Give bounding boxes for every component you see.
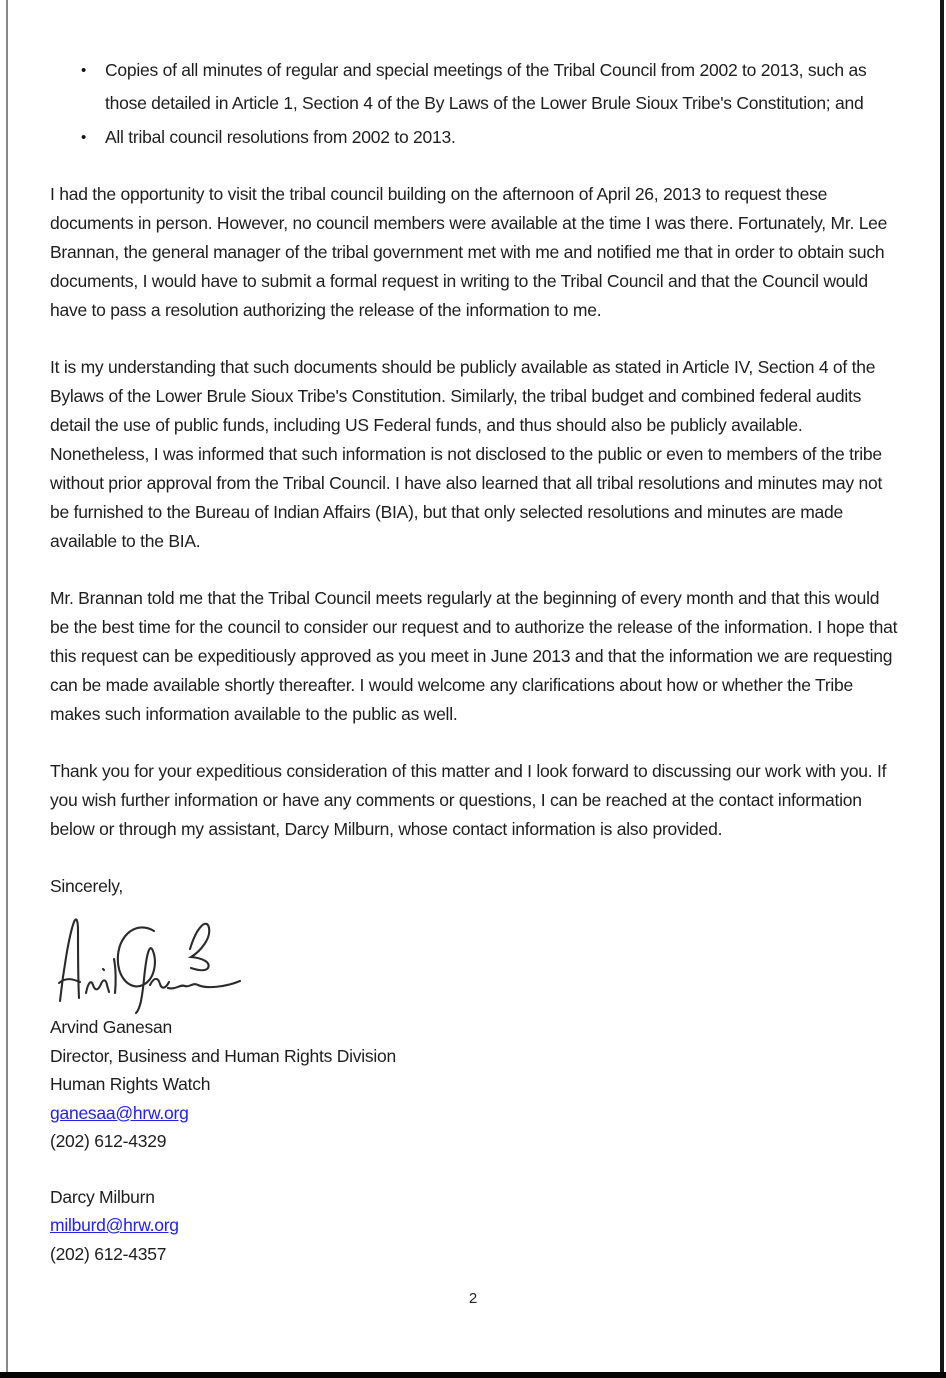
assistant-email-link[interactable]: milburd@hrw.org [50,1215,179,1235]
body-paragraph: It is my understanding that such documents should be publicly available as stated in Article IV, Section 4 of the Bylaws of the Lower Brule Sioux Tribe's Constitution. Similarly, the tribal budget and combined federal audits detail the use of public funds, including US Federal funds, and thus should also be publicly available. Nonetheless, I was informed that such information is not disclosed to the public or even to members of the tribe without prior approval from the Tribal Council. I have also learned that all tribal resolutions and minutes may not be furnished to the Bureau of Indian Affairs (BIA), but that only selected resolutions and minutes are made available to the BIA. [50,357,883,551]
closing-salutation: Sincerely, [50,876,124,896]
letter-body [50,54,898,1268]
signature-image [50,901,898,1013]
sender-organization: Human Rights Watch [50,1074,211,1094]
sender-phone: (202) 612-4329 [50,1131,167,1151]
spacer [50,1156,898,1183]
scan-edge-left-line [6,0,8,1378]
body-paragraph: I had the opportunity to visit the tribal council building on the afternoon of April 26, 2013 to request these documents in person. However, no council members were available at the time I was there. Fortunately, Mr. Lee Brannan, the general manager of the tribal government met with me and notified me that in order to obtain such documents, I would have to submit a formal request in writing to the Tribal Council and that the Council would have to pass a resolution authorizing the release of the information to me. [50,184,888,320]
sender-contact-block [50,1013,898,1156]
sender-email-link[interactable]: ganesaa@hrw.org [50,1102,189,1123]
handwritten-signature-icon [50,907,250,1015]
sender-title: Director, Business and Human Rights Division [50,1045,396,1066]
assistant-contact-block [50,1183,898,1269]
body-paragraph: Thank you for your expeditious consideration of this matter and I look forward to discussing our work with you. If you wish further information or have any comments or questions, I can be reached at the contact information below or through my assistant, Darcy Milburn, whose contact information is also provided. [50,761,887,839]
page-number: 2 [468,1290,478,1307]
sender-name: Arvind Ganesan [50,1017,172,1037]
body-paragraph: Mr. Brannan told me that the Tribal Council meets regularly at the beginning of every month and that this would be the best time for the council to consider our request and to authorize the release of the information. I hope that this request can be expeditiously approved as you meet in June 2013 and that the information we are requesting can be made available shortly thereafter. I would welcome any clarifications about how or whether the Tribe makes such information available to the public as well. [50,588,898,724]
document-request-list [50,54,898,154]
list-item: • Copies of all minutes of regular and special meetings of the Tribal Council from 2002 to 2013, such as those detailed in Article 1, Section 4 of the By Laws of the Lower Brule Sioux Tribe's Constitution; and [105,54,898,120]
list-item: • All tribal council resolutions from 2002 to 2013. [105,121,898,154]
scan-edge-bottom-line [0,1372,946,1378]
assistant-name: Darcy Milburn [50,1186,155,1207]
assistant-phone: (202) 612-4357 [50,1243,167,1264]
scan-edge-right-line [940,0,944,1378]
